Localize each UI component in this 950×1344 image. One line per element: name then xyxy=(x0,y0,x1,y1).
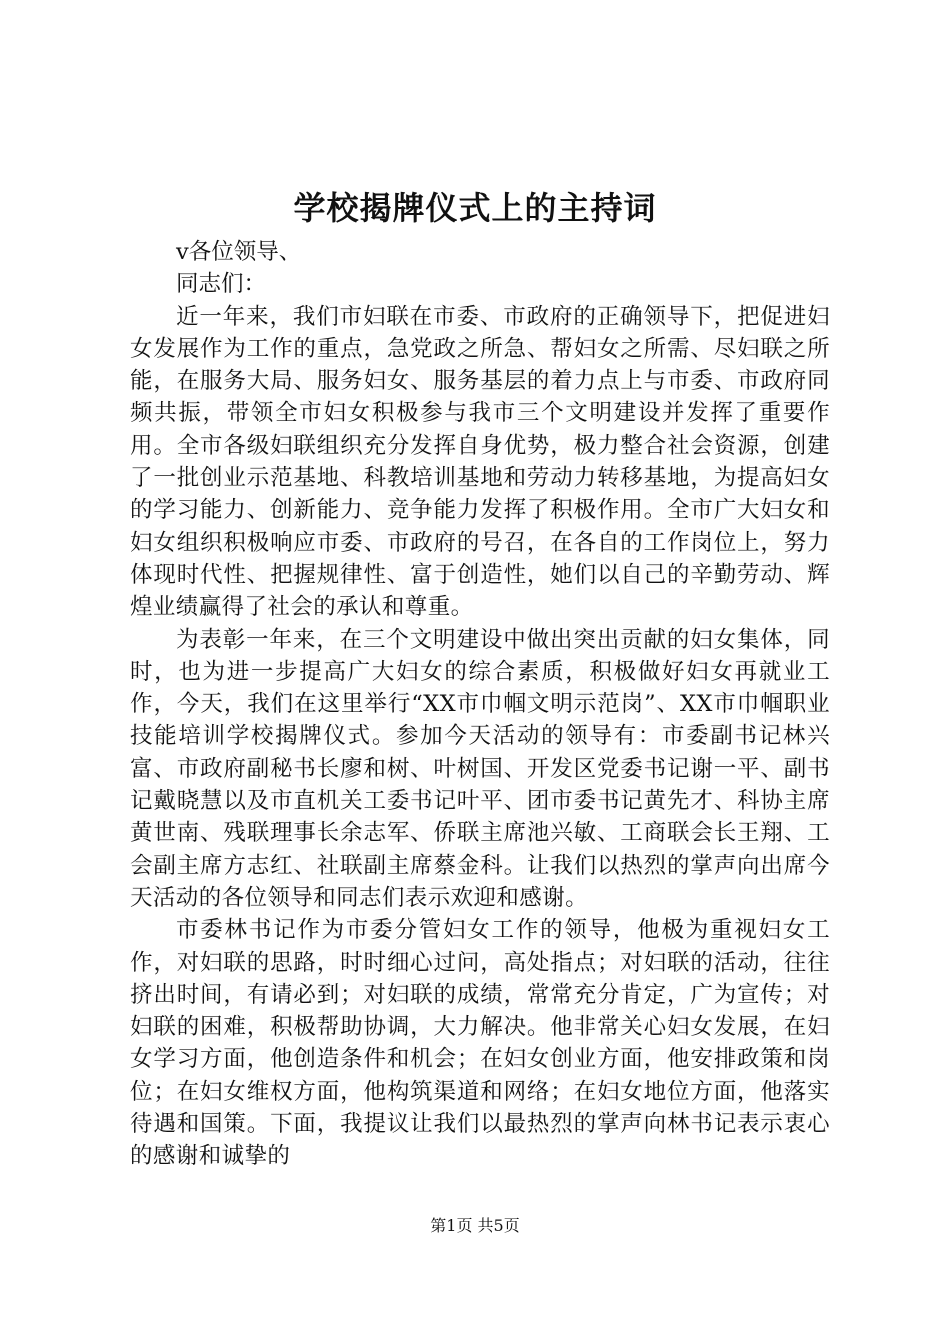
salutation-leaders: v各位领导、 xyxy=(176,239,302,265)
document-body xyxy=(130,236,830,1173)
document-title: 学校揭牌仪式上的主持词 xyxy=(293,189,657,227)
page-number-footer: 第1页 共5页 xyxy=(430,1216,520,1235)
paragraph: 市委林书记作为市委分管妇女工作的领导，他极为重视妇女工作，对妇联的思路，时时细心过问，高处指点；对妇联的活动，往往挤出时间，有请必到；对妇联的成绩，常常充分肯定，广为宣传；对妇联的困难，积极帮助协调，大力解决。他非常关心妇女发展，在妇女学习方面，他创造条件和机会；在妇女创业方面，他安排政策和岗位；在妇女维权方面，他构筑渠道和网络；在妇女地位方面，他落实待遇和国策。下面，我提议让我们以最热烈的掌声向林书记表示衷心的感谢和诚挚的 xyxy=(130,917,830,1170)
paragraph: 近一年来，我们市妇联在市委、市政府的正确领导下，把促进妇女发展作为工作的重点，急党政之所急、帮妇女之所需、尽妇联之所能，在服务大局、服务妇女、服务基层的着力点上与市委、市政府同频共振，带领全市妇女积极参与我市三个文明建设并发挥了重要作用。全市各级妇联组织充分发挥自身优势，极力整合社会资源，创建了一批创业示范基地、科教培训基地和劳动力转移基地，为提高妇女的学习能力、创新能力、竞争能力发挥了积极作用。全市广大妇女和妇女组织积极响应市委、市政府的号召，在各自的工作岗位上，努力体现时代性、把握规律性、富于创造性，她们以自己的辛勤劳动、辉煌业绩赢得了社会的承认和尊重。 xyxy=(130,303,830,621)
paragraph: 为表彰一年来，在三个文明建设中做出突出贡献的妇女集体，同时，也为进一步提高广大妇女的综合素质，积极做好妇女再就业工作，今天，我们在这里举行“XX市巾帼文明示范岗”、XX市巾帼职业技能培训学校揭牌仪式。参加今天活动的领导有：市委副书记林兴富、市政府副秘书长廖和树、叶树国、开发区党委书记谢一平、副书记戴晓慧以及市直机关工委书记叶平、团市委书记黄先才、科协主席黄世南、残联理事长余志军、侨联主席池兴敏、工商联会长王翔、工会副主席方志红、社联副主席蔡金科。让我们以热烈的掌声向出席今天活动的各位领导和同志们表示欢迎和感谢。 xyxy=(130,626,830,911)
salutation-comrades: 同志们： xyxy=(176,271,267,298)
